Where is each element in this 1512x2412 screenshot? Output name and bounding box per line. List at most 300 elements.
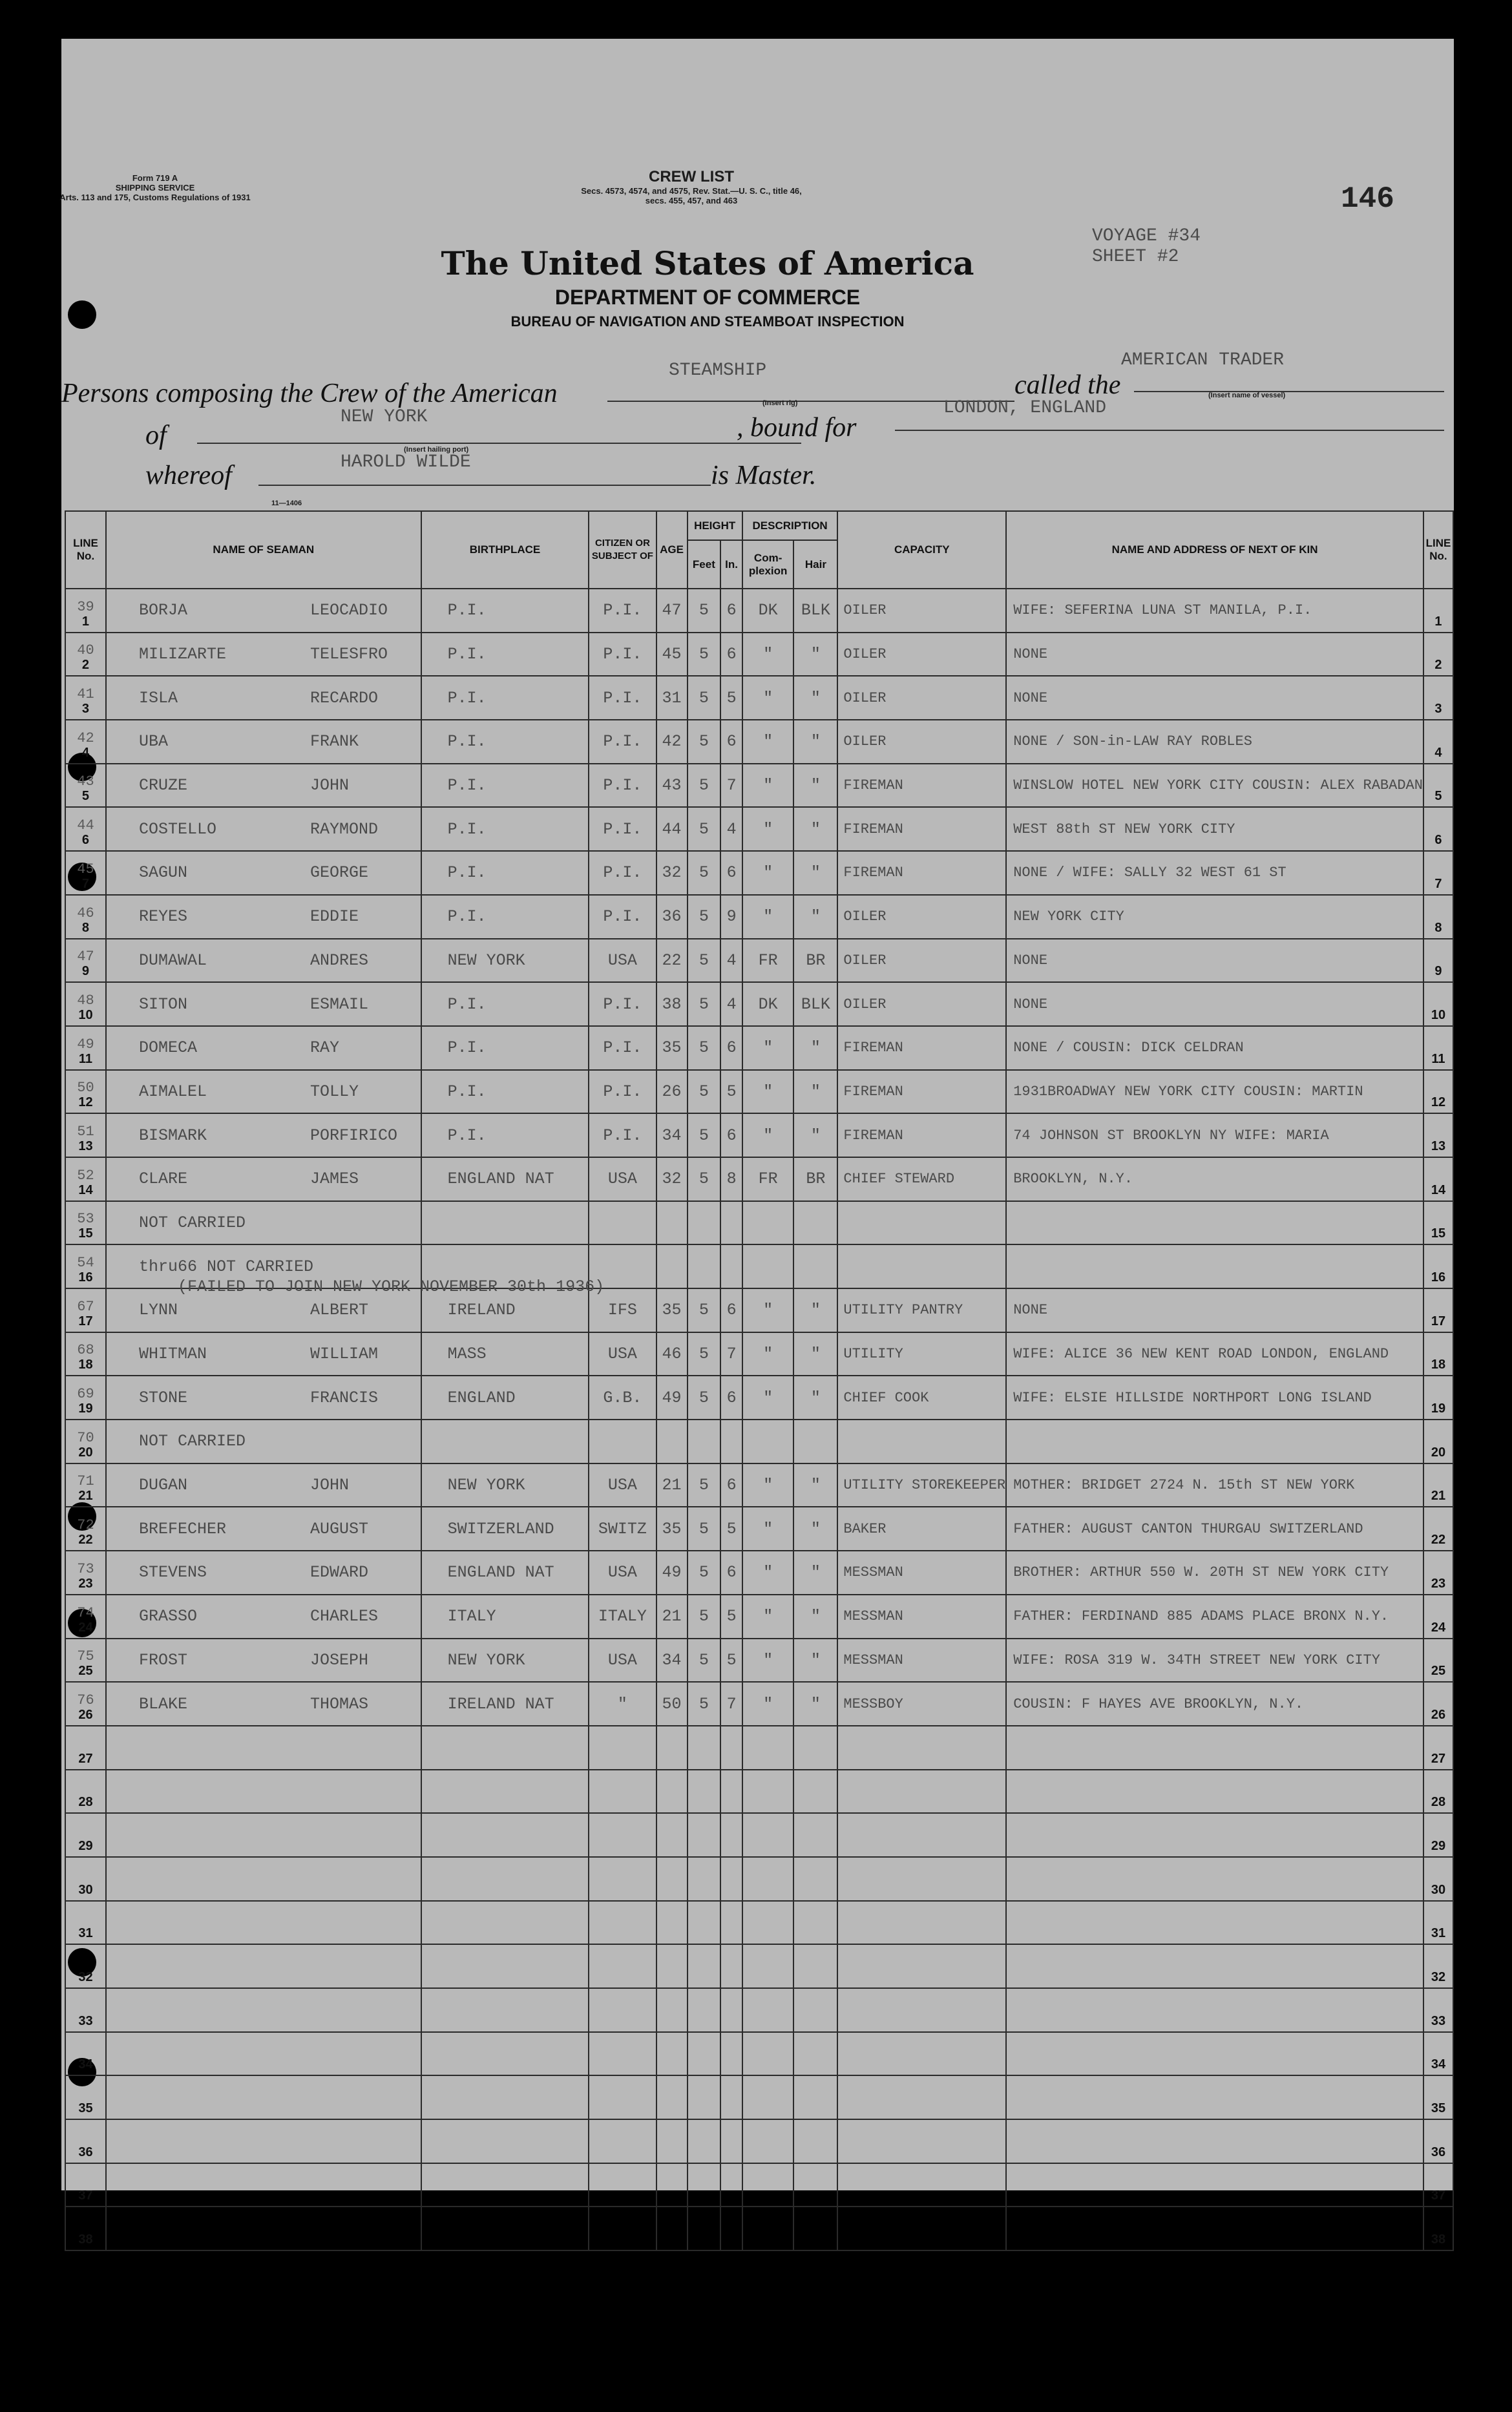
hair: " — [793, 1595, 837, 1639]
vessel-line — [1134, 391, 1444, 392]
age — [656, 2032, 688, 2076]
line-number-value: 12 — [78, 1095, 93, 1110]
complexion: DK — [742, 589, 794, 633]
complexion: " — [742, 720, 794, 764]
age — [656, 2075, 688, 2119]
line-number-value: 37 — [78, 2188, 93, 2203]
seaman-name — [106, 1770, 421, 1814]
height-inches: 5 — [720, 1595, 742, 1639]
height-feet: 5 — [688, 851, 721, 895]
line-number-value: 18 — [78, 1358, 93, 1372]
seaman-name — [106, 2207, 421, 2250]
line-number-right: 26 — [1423, 1682, 1453, 1726]
rig-value: STEAMSHIP — [669, 361, 767, 381]
line-number-left — [65, 939, 106, 983]
height-feet — [688, 2163, 721, 2207]
line-number-left — [65, 2075, 106, 2119]
next-of-kin: NONE / SON-in-LAW RAY ROBLES — [1006, 720, 1423, 764]
seaman-surname: STONE — [138, 1388, 187, 1407]
line-number-right: 32 — [1423, 1944, 1453, 1988]
line-number-value: 14 — [78, 1182, 93, 1197]
seaman-given-name: ALBERT — [310, 1301, 368, 1320]
line-number-left — [65, 589, 106, 633]
seaman-given-name: JOSEPH — [310, 1650, 368, 1670]
height-inches: 6 — [720, 1026, 742, 1070]
seaman-surname: SAGUN — [138, 863, 187, 883]
hair: BR — [793, 1157, 837, 1201]
previous-line-number: 68 — [77, 1342, 94, 1359]
age: 35 — [656, 1026, 688, 1070]
next-of-kin — [1006, 1857, 1423, 1901]
citizenship — [589, 1813, 656, 1857]
capacity — [837, 2075, 1006, 2119]
height-feet: 5 — [688, 1026, 721, 1070]
birthplace: IRELAND — [421, 1288, 589, 1332]
line-number-value: 3 — [81, 702, 90, 717]
seaman-name — [106, 1813, 421, 1857]
height-feet — [688, 1813, 721, 1857]
citizenship: P.I. — [589, 982, 656, 1026]
capacity — [837, 1857, 1006, 1901]
hair — [793, 1244, 837, 1288]
next-of-kin — [1006, 2163, 1423, 2207]
height-feet: 5 — [688, 1551, 721, 1595]
capacity: BAKER — [837, 1507, 1006, 1551]
height-feet: 5 — [688, 1376, 721, 1420]
vessel-caption: (Insert name of vessel) — [1208, 392, 1286, 399]
height-feet — [688, 1901, 721, 1945]
line-number-right: 4 — [1423, 720, 1453, 764]
punch-hole-1 — [68, 300, 96, 329]
height-inches — [720, 1770, 742, 1814]
height-inches: 6 — [720, 851, 742, 895]
height-feet: 5 — [688, 589, 721, 633]
height-inches — [720, 2207, 742, 2250]
next-of-kin — [1006, 1726, 1423, 1770]
height-inches: 6 — [720, 633, 742, 676]
line-number-value: 11 — [78, 1051, 93, 1066]
master-label: is Master. — [711, 461, 817, 490]
previous-line-number: 43 — [77, 773, 94, 790]
line-number-value: 6 — [81, 833, 90, 848]
whereof-label: whereof — [145, 461, 232, 490]
age: 49 — [656, 1376, 688, 1420]
seaman-surname: WHITMAN — [138, 1345, 207, 1364]
birthplace: MASS — [421, 1332, 589, 1376]
age — [656, 1901, 688, 1945]
table-row — [65, 895, 1453, 939]
next-of-kin: NONE / WIFE: SALLY 32 WEST 61 ST — [1006, 851, 1423, 895]
department-title: DEPARTMENT OF COMMERCE — [554, 286, 861, 309]
citizenship: P.I. — [589, 633, 656, 676]
previous-line-number: 50 — [77, 1080, 94, 1096]
line-number-right: 17 — [1423, 1288, 1453, 1332]
hair: " — [793, 1507, 837, 1551]
hair: " — [793, 764, 837, 808]
line-number-value: 13 — [78, 1138, 93, 1153]
previous-line-number: 44 — [77, 817, 94, 834]
height-feet: 5 — [688, 633, 721, 676]
seaman-name — [106, 1901, 421, 1945]
birthplace — [421, 1901, 589, 1945]
line-number-right: 33 — [1423, 1988, 1453, 2032]
seaman-surname: MILIZARTE — [138, 645, 226, 664]
complexion — [742, 1813, 794, 1857]
complexion: " — [742, 1595, 794, 1639]
table-row — [65, 1463, 1453, 1507]
line-number-right: 1 — [1423, 589, 1453, 633]
seaman-surname: CLARE — [138, 1169, 187, 1189]
port-line — [197, 443, 801, 444]
birthplace: P.I. — [421, 1070, 589, 1114]
capacity — [837, 1420, 1006, 1463]
complexion: " — [742, 1288, 794, 1332]
table-row — [65, 2119, 1453, 2163]
height-feet: 5 — [688, 1157, 721, 1201]
table-row — [65, 1857, 1453, 1901]
line-number-value: 22 — [78, 1533, 93, 1547]
seaman-given-name: RAY — [310, 1038, 339, 1058]
line-number-value: 30 — [78, 1882, 93, 1897]
line-number-left — [65, 807, 106, 851]
next-of-kin — [1006, 1201, 1423, 1245]
age: 21 — [656, 1595, 688, 1639]
hair — [793, 1988, 837, 2032]
height-inches — [720, 1857, 742, 1901]
seaman-surname: DUMAWAL — [138, 950, 207, 970]
age: 42 — [656, 720, 688, 764]
table-row — [65, 1157, 1453, 1201]
previous-line-number: 70 — [77, 1429, 94, 1446]
capacity: UTILITY PANTRY — [837, 1288, 1006, 1332]
next-of-kin — [1006, 2075, 1423, 2119]
seaman-name — [106, 1595, 421, 1639]
next-of-kin — [1006, 2207, 1423, 2250]
seaman-surname: thru66 NOT CARRIED — [138, 1257, 314, 1276]
height-inches: 8 — [720, 1157, 742, 1201]
capacity: FIREMAN — [837, 1113, 1006, 1157]
hair — [793, 1857, 837, 1901]
seaman-surname: UBA — [138, 732, 168, 751]
height-feet — [688, 2032, 721, 2076]
capacity: OILER — [837, 939, 1006, 983]
hair: " — [793, 1463, 837, 1507]
birthplace: P.I. — [421, 633, 589, 676]
height-feet — [688, 1201, 721, 1245]
hair — [793, 2075, 837, 2119]
height-inches — [720, 2163, 742, 2207]
previous-line-number: 49 — [77, 1036, 94, 1053]
height-feet — [688, 2075, 721, 2119]
line-number-left — [65, 1376, 106, 1420]
complexion — [742, 1201, 794, 1245]
master-value: HAROLD WILDE — [341, 452, 471, 472]
height-feet: 5 — [688, 1113, 721, 1157]
citizenship: USA — [589, 1551, 656, 1595]
line-number-right: 14 — [1423, 1157, 1453, 1201]
height-feet — [688, 2207, 721, 2250]
height-inches — [720, 2032, 742, 2076]
table-row — [65, 1944, 1453, 1988]
capacity: OILER — [837, 895, 1006, 939]
citizenship: P.I. — [589, 764, 656, 808]
header-next-of-kin: NAME AND ADDRESS OF NEXT OF KIN — [1006, 511, 1423, 589]
age: 34 — [656, 1113, 688, 1157]
line-number-right: 35 — [1423, 2075, 1453, 2119]
capacity — [837, 1988, 1006, 2032]
line-number-value: 24 — [78, 1620, 93, 1635]
next-of-kin — [1006, 1420, 1423, 1463]
height-inches: 5 — [720, 1639, 742, 1683]
hair: " — [793, 1070, 837, 1114]
table-row — [65, 589, 1453, 633]
line-number-value: 16 — [78, 1270, 93, 1285]
table-row — [65, 1420, 1453, 1463]
hair: " — [793, 1113, 837, 1157]
birthplace: P.I. — [421, 895, 589, 939]
complexion: " — [742, 1463, 794, 1507]
birthplace — [421, 2119, 589, 2163]
hair: " — [793, 1376, 837, 1420]
complexion — [742, 2119, 794, 2163]
seaman-name — [106, 720, 421, 764]
capacity — [837, 1770, 1006, 1814]
birthplace — [421, 1420, 589, 1463]
table-row — [65, 1507, 1453, 1551]
complexion: " — [742, 764, 794, 808]
line-number-value: 10 — [78, 1007, 93, 1022]
previous-line-number: 76 — [77, 1692, 94, 1708]
citizenship: P.I. — [589, 720, 656, 764]
height-inches — [720, 2119, 742, 2163]
line-number-value: 21 — [78, 1489, 93, 1504]
next-of-kin: NONE — [1006, 1288, 1423, 1332]
citizenship: P.I. — [589, 1026, 656, 1070]
country-title: The United States of America — [441, 244, 974, 282]
header-inches: In. — [720, 540, 742, 589]
next-of-kin: WIFE: ELSIE HILLSIDE NORTHPORT LONG ISLAND — [1006, 1376, 1423, 1420]
hair: BR — [793, 939, 837, 983]
port-caption: (Insert hailing port) — [404, 446, 469, 454]
hair: " — [793, 807, 837, 851]
height-inches: 6 — [720, 1463, 742, 1507]
height-inches: 6 — [720, 720, 742, 764]
line-number-right: 36 — [1423, 2119, 1453, 2163]
voyage-info — [1092, 226, 1201, 267]
line-number-value: 17 — [78, 1314, 93, 1328]
complexion: " — [742, 1376, 794, 1420]
table-row — [65, 982, 1453, 1026]
capacity — [837, 2163, 1006, 2207]
age: 38 — [656, 982, 688, 1026]
birthplace — [421, 1944, 589, 1988]
age: 36 — [656, 895, 688, 939]
next-of-kin — [1006, 2119, 1423, 2163]
height-inches: 5 — [720, 1507, 742, 1551]
line-number-value: 36 — [78, 2145, 93, 2159]
line-number-left — [65, 676, 106, 720]
height-feet — [688, 1988, 721, 2032]
line-number-value: 19 — [78, 1401, 93, 1416]
seaman-name — [106, 1463, 421, 1507]
seaman-given-name: AUGUST — [310, 1519, 368, 1538]
table-row — [65, 1639, 1453, 1683]
page-number: 146 — [1341, 182, 1394, 216]
height-feet — [688, 1944, 721, 1988]
age: 45 — [656, 633, 688, 676]
header-capacity: CAPACITY — [837, 511, 1006, 589]
table-row — [65, 720, 1453, 764]
table-row — [65, 1201, 1453, 1245]
birthplace — [421, 1770, 589, 1814]
next-of-kin: BROTHER: ARTHUR 550 W. 20TH ST NEW YORK CITY — [1006, 1551, 1423, 1595]
birthplace: NEW YORK — [421, 1639, 589, 1683]
capacity: OILER — [837, 633, 1006, 676]
line-number-right: 34 — [1423, 2032, 1453, 2076]
line-number-value: 33 — [78, 2013, 93, 2028]
crew-table-body — [65, 589, 1453, 2250]
seaman-given-name: EDWARD — [310, 1563, 368, 1582]
height-feet — [688, 1726, 721, 1770]
height-inches — [720, 1988, 742, 2032]
table-row — [65, 807, 1453, 851]
hair: " — [793, 1682, 837, 1726]
birthplace: P.I. — [421, 982, 589, 1026]
line-number-value: 1 — [81, 614, 90, 629]
table-row — [65, 1551, 1453, 1595]
line-number-value: 29 — [78, 1838, 93, 1853]
previous-line-number: 39 — [77, 598, 94, 615]
birthplace: P.I. — [421, 1026, 589, 1070]
complexion: " — [742, 676, 794, 720]
height-feet — [688, 1244, 721, 1288]
header-line-no-right: LINE No. — [1423, 511, 1453, 589]
bureau-title: BUREAU OF NAVIGATION AND STEAMBOAT INSPECTION — [510, 313, 905, 330]
line-number-left — [65, 2119, 106, 2163]
line-number-value: 34 — [78, 2057, 93, 2072]
citizenship — [589, 2207, 656, 2250]
age — [656, 1988, 688, 2032]
citizenship: P.I. — [589, 1113, 656, 1157]
capacity — [837, 2032, 1006, 2076]
age: 26 — [656, 1070, 688, 1114]
line-number-value: 26 — [78, 1707, 93, 1722]
line-number-value: 31 — [78, 1926, 93, 1941]
line-number-value: 9 — [81, 964, 90, 979]
capacity: OILER — [837, 676, 1006, 720]
hair: " — [793, 1026, 837, 1070]
table-row — [65, 1988, 1453, 2032]
statute-line-1: Secs. 4573, 4574, and 4575, Rev. Stat.—U. S. C., title 46, — [581, 186, 802, 196]
table-row — [65, 676, 1453, 720]
seaman-name — [106, 1113, 421, 1157]
seaman-name — [106, 851, 421, 895]
previous-line-number: 40 — [77, 642, 94, 659]
age: 32 — [656, 1157, 688, 1201]
age: 35 — [656, 1288, 688, 1332]
complexion — [742, 1244, 794, 1288]
seaman-name — [106, 939, 421, 983]
citizenship: USA — [589, 1639, 656, 1683]
line-number-left — [65, 764, 106, 808]
birthplace: P.I. — [421, 589, 589, 633]
table-row — [65, 1376, 1453, 1420]
next-of-kin — [1006, 1988, 1423, 2032]
seaman-surname: BISMARK — [138, 1126, 207, 1145]
birthplace: ENGLAND NAT — [421, 1551, 589, 1595]
line-number-right: 24 — [1423, 1595, 1453, 1639]
citizenship: " — [589, 1682, 656, 1726]
line-number-value: 35 — [78, 2101, 93, 2116]
seaman-surname: REYES — [138, 907, 187, 927]
citizenship: USA — [589, 1463, 656, 1507]
height-inches: 6 — [720, 1113, 742, 1157]
citizenship: P.I. — [589, 589, 656, 633]
age: 34 — [656, 1639, 688, 1683]
seaman-given-name: JAMES — [310, 1169, 359, 1189]
capacity: FIREMAN — [837, 807, 1006, 851]
age — [656, 1857, 688, 1901]
complexion: " — [742, 807, 794, 851]
age: 46 — [656, 1332, 688, 1376]
previous-line-number: 74 — [77, 1604, 94, 1621]
previous-line-number: 47 — [77, 949, 94, 965]
previous-line-number: 46 — [77, 905, 94, 921]
citizenship — [589, 1901, 656, 1945]
capacity — [837, 2207, 1006, 2250]
previous-line-number: 42 — [77, 729, 94, 746]
line-number-right: 8 — [1423, 895, 1453, 939]
complexion: " — [742, 1639, 794, 1683]
table-row — [65, 1813, 1453, 1857]
complexion — [742, 1420, 794, 1463]
capacity — [837, 1244, 1006, 1288]
next-of-kin: NONE — [1006, 676, 1423, 720]
sheet-number: SHEET #2 — [1092, 247, 1179, 267]
line-number-left — [65, 1639, 106, 1683]
line-number-left — [65, 1988, 106, 2032]
seaman-name — [106, 807, 421, 851]
seaman-given-name: PORFIRICO — [310, 1126, 397, 1145]
height-feet — [688, 1770, 721, 1814]
seaman-given-name: LEOCADIO — [310, 601, 388, 620]
statute-line-2: secs. 455, 457, and 463 — [645, 196, 738, 205]
capacity: MESSMAN — [837, 1551, 1006, 1595]
seaman-name — [106, 1857, 421, 1901]
hair: BLK — [793, 589, 837, 633]
birthplace: SWITZERLAND — [421, 1507, 589, 1551]
birthplace — [421, 2032, 589, 2076]
capacity: CHIEF COOK — [837, 1376, 1006, 1420]
previous-line-number: 75 — [77, 1648, 94, 1665]
crew-list-document — [59, 39, 1454, 2247]
hair: " — [793, 633, 837, 676]
line-number-value: 27 — [78, 1751, 93, 1766]
line-number-right: 20 — [1423, 1420, 1453, 1463]
line-number-right: 5 — [1423, 764, 1453, 808]
capacity: FIREMAN — [837, 1026, 1006, 1070]
hair — [793, 1901, 837, 1945]
line-number-right: 28 — [1423, 1770, 1453, 1814]
next-of-kin: NONE — [1006, 982, 1423, 1026]
line-number-right: 6 — [1423, 807, 1453, 851]
seaman-name — [106, 1639, 421, 1683]
height-inches — [720, 1420, 742, 1463]
next-of-kin — [1006, 1813, 1423, 1857]
complexion: " — [742, 1507, 794, 1551]
table-row — [65, 2163, 1453, 2207]
destination-value: LONDON, ENGLAND — [943, 398, 1107, 418]
